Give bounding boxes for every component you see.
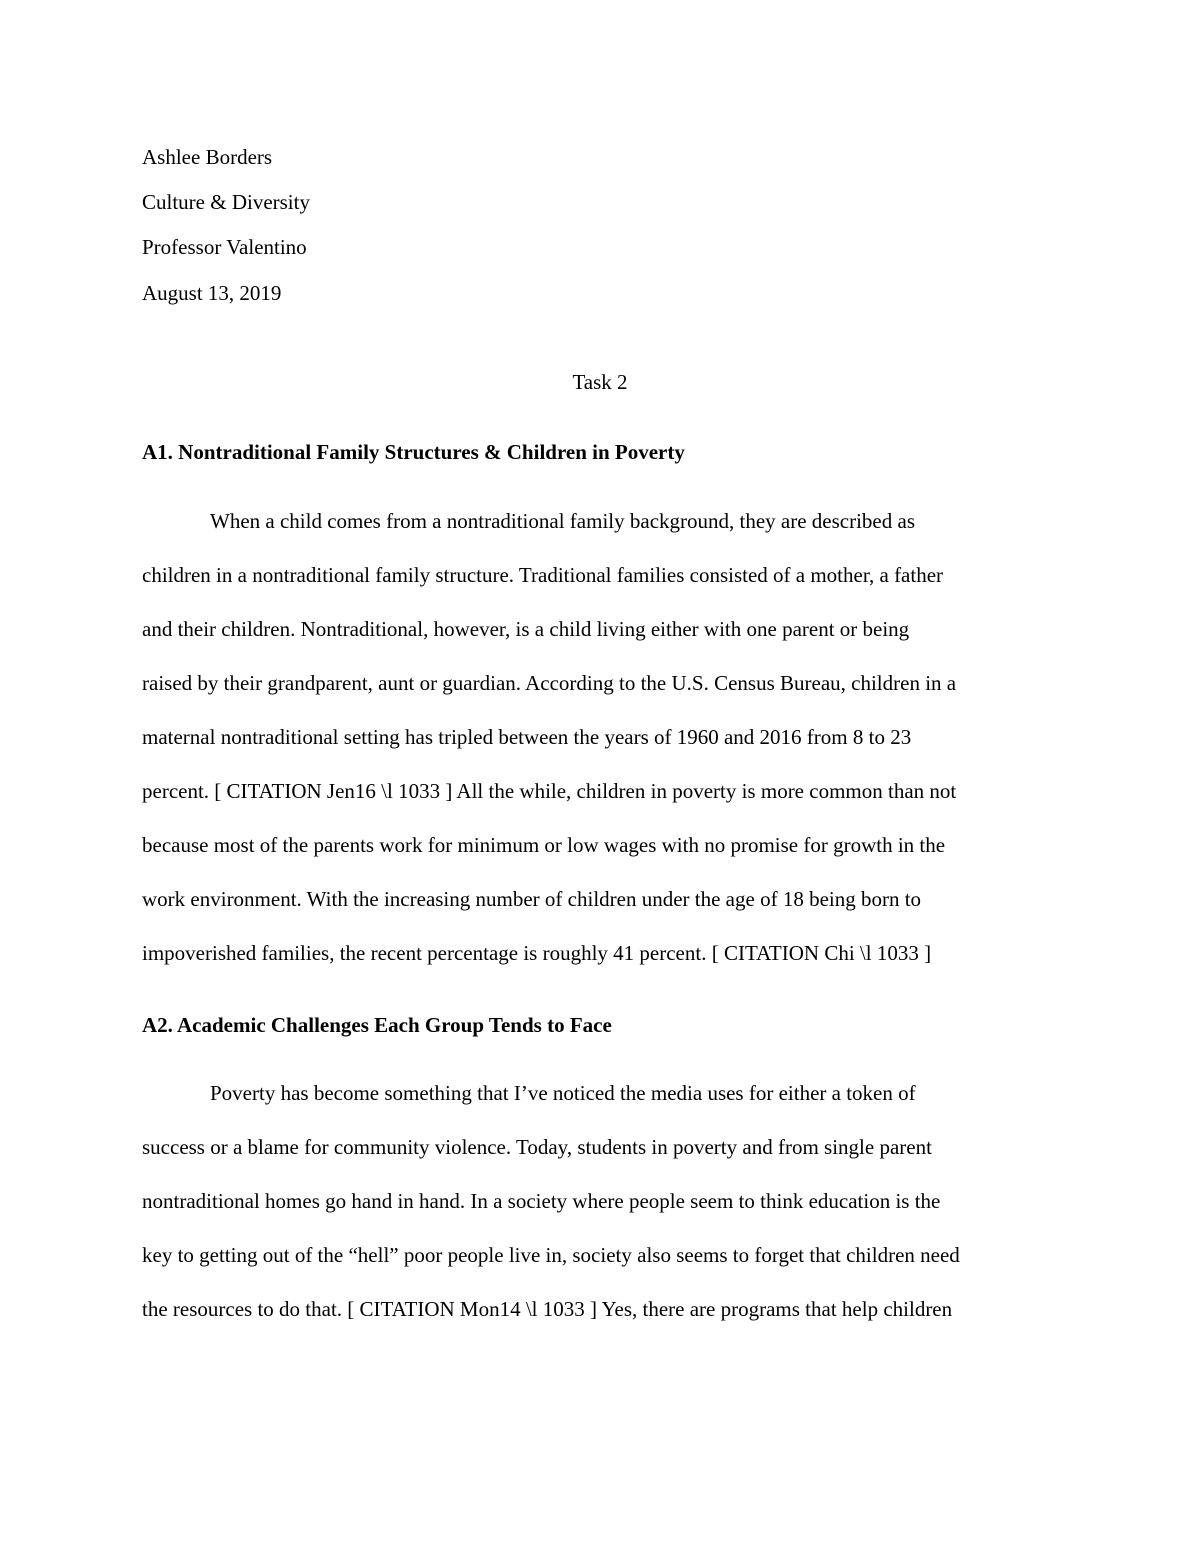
date: August 13, 2019	[142, 281, 282, 305]
paragraph-line: the resources to do that. [ CITATION Mon14 \l 1033 ] Yes, there are programs that help children	[142, 1297, 953, 1321]
paragraph-line: When a child comes from a nontraditional family background, they are described as	[210, 509, 915, 533]
paragraph-line: maternal nontraditional setting has tripled between the years of 1960 and 2016 from 8 to 23	[142, 725, 912, 749]
professor-name: Professor Valentino	[142, 235, 307, 259]
section-heading-a1: A1. Nontraditional Family Structures & Children in Poverty	[142, 440, 685, 464]
paragraph-line: key to getting out of the “hell” poor people live in, society also seems to forget that children need	[142, 1243, 960, 1267]
paragraph-line: percent. [ CITATION Jen16 \l 1033 ] All the while, children in poverty is more common than not	[142, 779, 957, 803]
paragraph-line: Poverty has become something that I’ve noticed the media uses for either a token of	[210, 1081, 916, 1105]
paragraph-line: work environment. With the increasing number of children under the age of 18 being born to	[142, 887, 922, 911]
paragraph-line: nontraditional homes go hand in hand. In a society where people seem to think education is the	[142, 1189, 941, 1213]
author-name: Ashlee Borders	[142, 145, 273, 169]
paragraph-line: success or a blame for community violence. Today, students in poverty and from single parent	[142, 1135, 932, 1159]
paragraph-line: because most of the parents work for minimum or low wages with no promise for growth in the	[142, 833, 946, 857]
course-name: Culture & Diversity	[142, 190, 310, 214]
paragraph-line: and their children. Nontraditional, however, is a child living either with one parent or being	[142, 617, 910, 641]
paragraph-line: impoverished families, the recent percentage is roughly 41 percent. [ CITATION Chi \l 1033 ]	[142, 941, 932, 965]
section-heading-a2: A2. Academic Challenges Each Group Tends to Face	[142, 1013, 612, 1037]
page-title: Task 2	[572, 370, 628, 394]
paragraph-line: children in a nontraditional family structure. Traditional families consisted of a mother, a father	[142, 563, 944, 587]
paragraph-line: raised by their grandparent, aunt or guardian. According to the U.S. Census Bureau, children in a	[142, 671, 957, 695]
